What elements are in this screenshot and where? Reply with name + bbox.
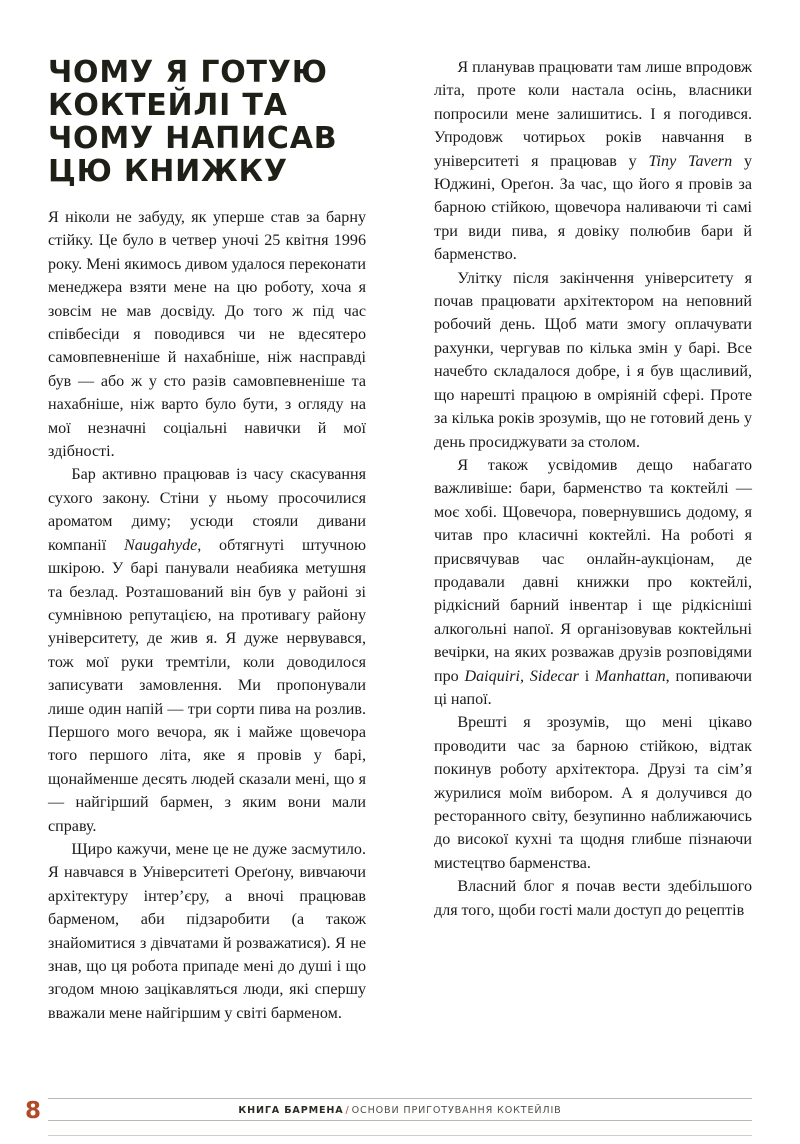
italic-term: Manhattan — [595, 667, 666, 685]
body-paragraph — [434, 56, 752, 267]
body-paragraph — [434, 267, 752, 454]
page-number: 8 — [24, 1098, 41, 1124]
body-paragraph — [434, 875, 752, 922]
body-paragraph — [48, 206, 366, 463]
running-head — [48, 1102, 752, 1120]
paragraph-host — [48, 56, 752, 1056]
footer-rules — [48, 1092, 752, 1136]
body-paragraph — [48, 463, 366, 838]
italic-term: Daiquiri, Sidecar — [464, 667, 579, 685]
text-run: , обтягнуті штучною шкірою. У барі панували неабияка метушня та безлад. Розташований він був у районі зі сумнівною репутацією, на противагу району університету, де жив я. Я дуже нервувався, тож мої руки тремтіли, коли доводилося записувати замовлення. Ми пропонували лише один напій — три сорти пива на розлив. Першого мого вечора, як і майже щовечора того першого літа, яке я провів у барі, щонайменше десять людей сказали мені, що я — найгірший бармен, з яким вони мали справу. — [48, 536, 367, 835]
italic-term: Naugahyde — [123, 536, 198, 554]
footer-rule-middle — [48, 1120, 752, 1121]
page-title: ЧОМУ Я ГОТУЮ КОКТЕЙЛІ ТА ЧОМУ НАПИСАВ ЦЮ КНИЖКУ — [48, 55, 338, 189]
body-paragraph — [48, 838, 366, 1025]
italic-term: Tiny Tavern — [648, 152, 733, 170]
page-footer — [0, 1086, 800, 1144]
text-run: Я ніколи не забуду, як уперше став за барну стійку. Це було в четвер уночі 25 квітня 1996 року. Мені якимось дивом удалося переконати менеджера взяти мене на цю роботу, хоча я зовсім не мав досвіду. До того ж під час співбесіди я поводився чи не вдесятеро самовпевненіше й нахабніше, ніж насправді був — або ж у сто разів самовпевненіше та нахабніше, ніж варто було бути, з огляду на мої незначні соціальні навички й мої здібності. — [48, 209, 366, 461]
text-run: Бар активно працював із часу скасування сухого закону. Стіни у ньому просочилися ароматом диму; усюди стояли дивани компанії — [48, 466, 366, 554]
text-run: Щиро кажучи, мене це не дуже засмутило. Я навчався в Університеті Ореґону, вивчаючи архітектуру інтер’єру, а вночі працював барменом, аби підзаробити (а також знайомитися з дівчатами й розважатися). Я не знав, що ця робота припаде мені до душі і що згодом мною зацікавляться люди, які спершу вважали мене найгіршим у світі барменом. — [48, 840, 366, 1022]
two-column-text-body — [48, 56, 752, 1056]
text-run: Я також усвідомив дещо набагато важливіше: бари, барменство та коктейлі — моє хобі. Щовечора, повернувшись додому, я читав про класичні коктейлі. На роботі я присвячував час онлайн-аукціонам, де продавали давні книжки про коктейлі, рідкісний барний інвентар і ще рідкісніші алкогольні напої. Я організовував коктейльні вечірки, на яких розважав друзів розповідями про — [434, 456, 752, 685]
running-head-separator: / — [345, 1105, 350, 1116]
footer-rule-bottom — [48, 1135, 752, 1136]
running-head-book-title: КНИГА БАРМЕНА — [238, 1105, 344, 1116]
text-run: Власний блог я почав вести здебільшого для того, щоби гості мали доступ до рецептів — [434, 878, 752, 919]
body-paragraph — [434, 454, 752, 711]
body-paragraph — [434, 711, 752, 875]
footer-rule-top — [48, 1098, 752, 1099]
text-run: і — [578, 667, 595, 685]
running-head-subtitle: ОСНОВИ ПРИГОТУВАННЯ КОКТЕЙЛІВ — [351, 1105, 562, 1116]
text-run: Улітку після закінчення університету я почав працювати архітектором на неповний робочий день. Щоб мати змогу оплачувати рахунки, чергував по кілька змін у барі. Все начебто складалося добре, і я був щасливий, що нарешті працюю в омріяній сфері. Проте за кілька років зрозумів, що не готовий день у день просиджувати за столом. — [434, 269, 752, 451]
text-run: Я планував працювати там лише впродовж літа, проте коли настала осінь, власники попросили мене залишитись. І я погодився. Упродовж чотирьох років навчання в університеті я працював у — [434, 59, 752, 170]
text-run: , попиваючи ці напої. — [434, 667, 752, 708]
text-run: у Юджині, Ореґон. За час, що його я провів за барною стійкою, щовечора наливаючи ті самі три види пива, я довіку полюбив бари й барменство. — [434, 152, 753, 264]
text-run: Врешті я зрозумів, що мені цікаво проводити час за барною стійкою, відтак покинув роботу архітектора. Друзі та сім’я журилися моїм вибором. А я долучився до ресторанного світу, безупинно наближаючись до високої кухні та щодня глибше пізнаючи мистецтво барменства. — [434, 714, 752, 872]
